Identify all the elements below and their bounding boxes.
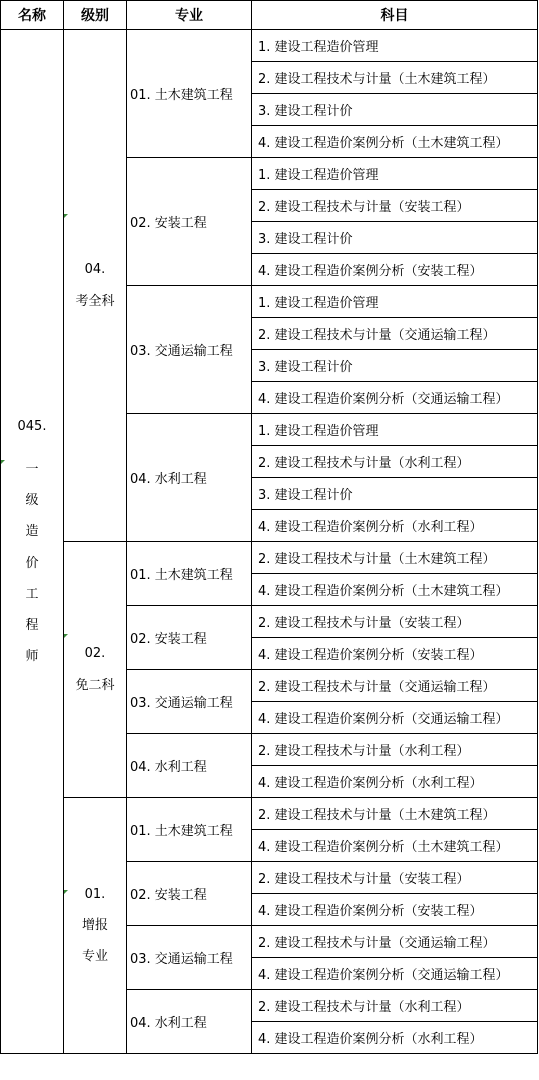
level-cell <box>64 542 127 798</box>
subject-cell: 2. 建设工程技术与计量（水利工程） <box>252 734 538 766</box>
major-cell: 03. 交通运输工程 <box>127 286 252 414</box>
subject-cell: 2. 建设工程技术与计量（交通运输工程） <box>252 318 538 350</box>
major-cell: 03. 交通运输工程 <box>127 926 252 990</box>
level-label-line: 增报 <box>81 917 108 933</box>
subject-cell: 4. 建设工程造价案例分析（水利工程） <box>252 510 538 542</box>
subject-cell: 3. 建设工程计价 <box>252 478 538 510</box>
level-cell <box>64 798 127 1054</box>
subject-cell: 1. 建设工程造价管理 <box>252 414 538 446</box>
subject-cell: 4. 建设工程造价案例分析（水利工程） <box>252 1022 538 1054</box>
subject-cell: 2. 建设工程技术与计量（水利工程） <box>252 446 538 478</box>
subject-cell: 4. 建设工程造价案例分析（安装工程） <box>252 638 538 670</box>
subject-cell: 3. 建设工程计价 <box>252 94 538 126</box>
subject-cell: 4. 建设工程造价案例分析（安装工程） <box>252 254 538 286</box>
qualification-char: 一 <box>25 461 39 477</box>
cell-marker-icon <box>64 634 68 638</box>
subject-cell: 2. 建设工程技术与计量（安装工程） <box>252 862 538 894</box>
qualification-char: 造 <box>25 524 39 540</box>
subject-cell: 2. 建设工程技术与计量（安装工程） <box>252 190 538 222</box>
level-label-line: 免二科 <box>75 677 115 693</box>
table-row <box>1 30 538 62</box>
major-cell: 01. 土木建筑工程 <box>127 542 252 606</box>
subject-cell: 2. 建设工程技术与计量（土木建筑工程） <box>252 62 538 94</box>
major-cell: 04. 水利工程 <box>127 990 252 1054</box>
major-cell: 01. 土木建筑工程 <box>127 30 252 158</box>
subject-cell: 2. 建设工程技术与计量（土木建筑工程） <box>252 798 538 830</box>
qualification-char: 级 <box>25 493 39 509</box>
cell-marker-icon <box>1 460 5 464</box>
subject-cell: 1. 建设工程造价管理 <box>252 286 538 318</box>
header-row <box>1 1 538 30</box>
subject-cell: 2. 建设工程技术与计量（交通运输工程） <box>252 670 538 702</box>
qualification-char: 师 <box>25 649 39 665</box>
major-cell: 03. 交通运输工程 <box>127 670 252 734</box>
major-cell: 02. 安装工程 <box>127 158 252 286</box>
major-cell: 04. 水利工程 <box>127 414 252 542</box>
subject-cell: 4. 建设工程造价案例分析（安装工程） <box>252 894 538 926</box>
level-label-line: 01. <box>84 886 106 902</box>
qualification-code: 045. <box>17 418 47 434</box>
header-subject: 科目 <box>252 1 538 30</box>
level-label-line: 专业 <box>81 949 108 965</box>
subject-cell: 1. 建设工程造价管理 <box>252 158 538 190</box>
subject-cell: 2. 建设工程技术与计量（交通运输工程） <box>252 926 538 958</box>
subject-cell: 4. 建设工程造价案例分析（土木建筑工程） <box>252 574 538 606</box>
major-cell: 02. 安装工程 <box>127 862 252 926</box>
subject-cell: 4. 建设工程造价案例分析（交通运输工程） <box>252 702 538 734</box>
subject-cell: 4. 建设工程造价案例分析（土木建筑工程） <box>252 126 538 158</box>
major-cell: 02. 安装工程 <box>127 606 252 670</box>
subject-cell: 4. 建设工程造价案例分析（交通运输工程） <box>252 382 538 414</box>
subject-cell: 2. 建设工程技术与计量（安装工程） <box>252 606 538 638</box>
subject-cell: 1. 建设工程造价管理 <box>252 30 538 62</box>
subject-cell: 3. 建设工程计价 <box>252 350 538 382</box>
table-row <box>1 798 538 830</box>
header-name: 名称 <box>1 1 64 30</box>
subject-cell: 4. 建设工程造价案例分析（水利工程） <box>252 766 538 798</box>
major-cell: 04. 水利工程 <box>127 734 252 798</box>
level-label-line: 考全科 <box>75 293 115 309</box>
table-row <box>1 542 538 574</box>
qualification-char: 程 <box>25 617 39 633</box>
major-cell: 01. 土木建筑工程 <box>127 798 252 862</box>
subject-cell: 2. 建设工程技术与计量（水利工程） <box>252 990 538 1022</box>
cell-marker-icon <box>64 214 68 218</box>
header-level: 级别 <box>64 1 127 30</box>
subject-cell: 3. 建设工程计价 <box>252 222 538 254</box>
level-label-line: 02. <box>84 646 106 662</box>
subject-cell: 4. 建设工程造价案例分析（土木建筑工程） <box>252 830 538 862</box>
level-label-line: 04. <box>84 262 106 278</box>
subject-cell: 4. 建设工程造价案例分析（交通运输工程） <box>252 958 538 990</box>
level-cell <box>64 30 127 542</box>
header-major: 专业 <box>127 1 252 30</box>
qualification-char: 价 <box>25 555 39 571</box>
qualification-char: 工 <box>25 586 39 602</box>
table-body <box>1 30 538 1054</box>
qualification-cell <box>1 30 64 1054</box>
subject-cell: 2. 建设工程技术与计量（土木建筑工程） <box>252 542 538 574</box>
cell-marker-icon <box>64 890 68 894</box>
